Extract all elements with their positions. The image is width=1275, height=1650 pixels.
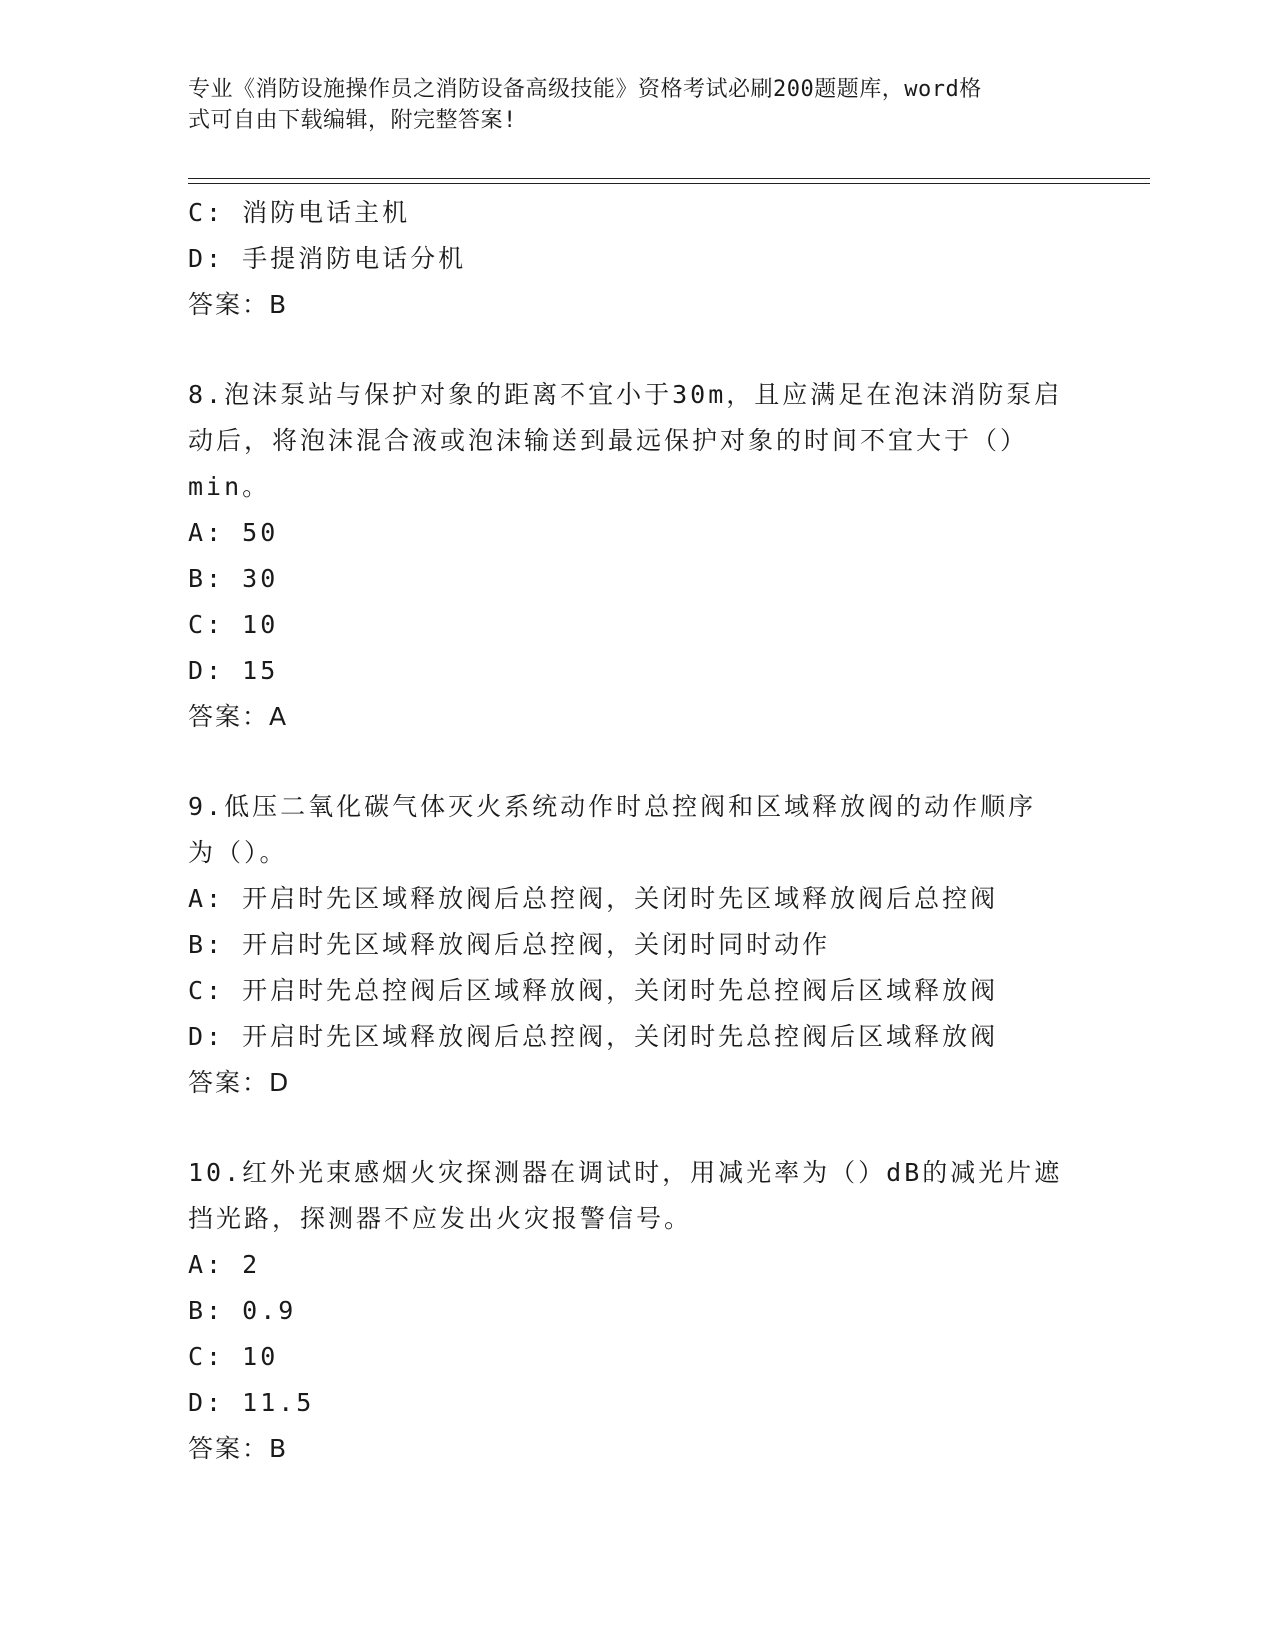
option-d: D: 11.5 <box>188 1388 315 1417</box>
answer-line: 答案：B <box>188 1434 289 1463</box>
spacer <box>188 740 1088 784</box>
option-c: C: 10 <box>188 1342 279 1371</box>
option-b: B: 0.9 <box>188 1296 297 1325</box>
answer-line: 答案：A <box>188 702 289 731</box>
option-d: D: 15 <box>188 656 279 685</box>
question-10 <box>188 1150 1088 1472</box>
header-line-2: 式可自由下载编辑，附完整答案! <box>188 108 517 133</box>
option-d: D: 开启时先区域释放阀后总控阀，关闭时先总控阀后区域释放阀 <box>188 1022 999 1051</box>
question-text-line: min。 <box>188 472 271 501</box>
option-c: C: 消防电话主机 <box>188 198 411 227</box>
question-text-line: 动后，将泡沫混合液或泡沫输送到最远保护对象的时间不宜大于（） <box>188 426 1029 455</box>
header-divider-top <box>188 178 1150 179</box>
spacer <box>188 1106 1088 1150</box>
option-a: A: 2 <box>188 1250 261 1279</box>
document-header <box>188 74 1068 136</box>
option-c: C: 10 <box>188 610 279 639</box>
question-list <box>188 190 1088 1472</box>
question-text-line: 8.泡沫泵站与保护对象的距离不宜小于30m，且应满足在泡沫消防泵启 <box>188 380 1063 409</box>
option-b: B: 开启时先区域释放阀后总控阀，关闭时同时动作 <box>188 930 831 959</box>
option-a: A: 50 <box>188 518 279 547</box>
header-divider-bottom <box>188 183 1150 184</box>
spacer <box>188 328 1088 372</box>
question-9 <box>188 784 1088 1106</box>
answer-line: 答案：D <box>188 1068 291 1097</box>
option-b: B: 30 <box>188 564 279 593</box>
question-text-line: 9.低压二氧化碳气体灭火系统动作时总控阀和区域释放阀的动作顺序 <box>188 792 1037 821</box>
question-8 <box>188 372 1088 740</box>
question-text-line: 10.红外光束感烟火灾探测器在调试时，用减光率为（）dB的减光片遮 <box>188 1158 1063 1187</box>
question-7-partial <box>188 190 1088 328</box>
answer-line: 答案：B <box>188 290 289 319</box>
question-text-line: 挡光路，探测器不应发出火灾报警信号。 <box>188 1204 693 1233</box>
question-text-line: 为（）。 <box>188 838 288 867</box>
option-a: A: 开启时先区域释放阀后总控阀，关闭时先区域释放阀后总控阀 <box>188 884 999 913</box>
header-line-1: 专业《消防设施操作员之消防设备高级技能》资格考试必刷200题题库，word格 <box>188 77 982 102</box>
option-d: D: 手提消防电话分机 <box>188 244 467 273</box>
option-c: C: 开启时先总控阀后区域释放阀，关闭时先总控阀后区域释放阀 <box>188 976 999 1005</box>
